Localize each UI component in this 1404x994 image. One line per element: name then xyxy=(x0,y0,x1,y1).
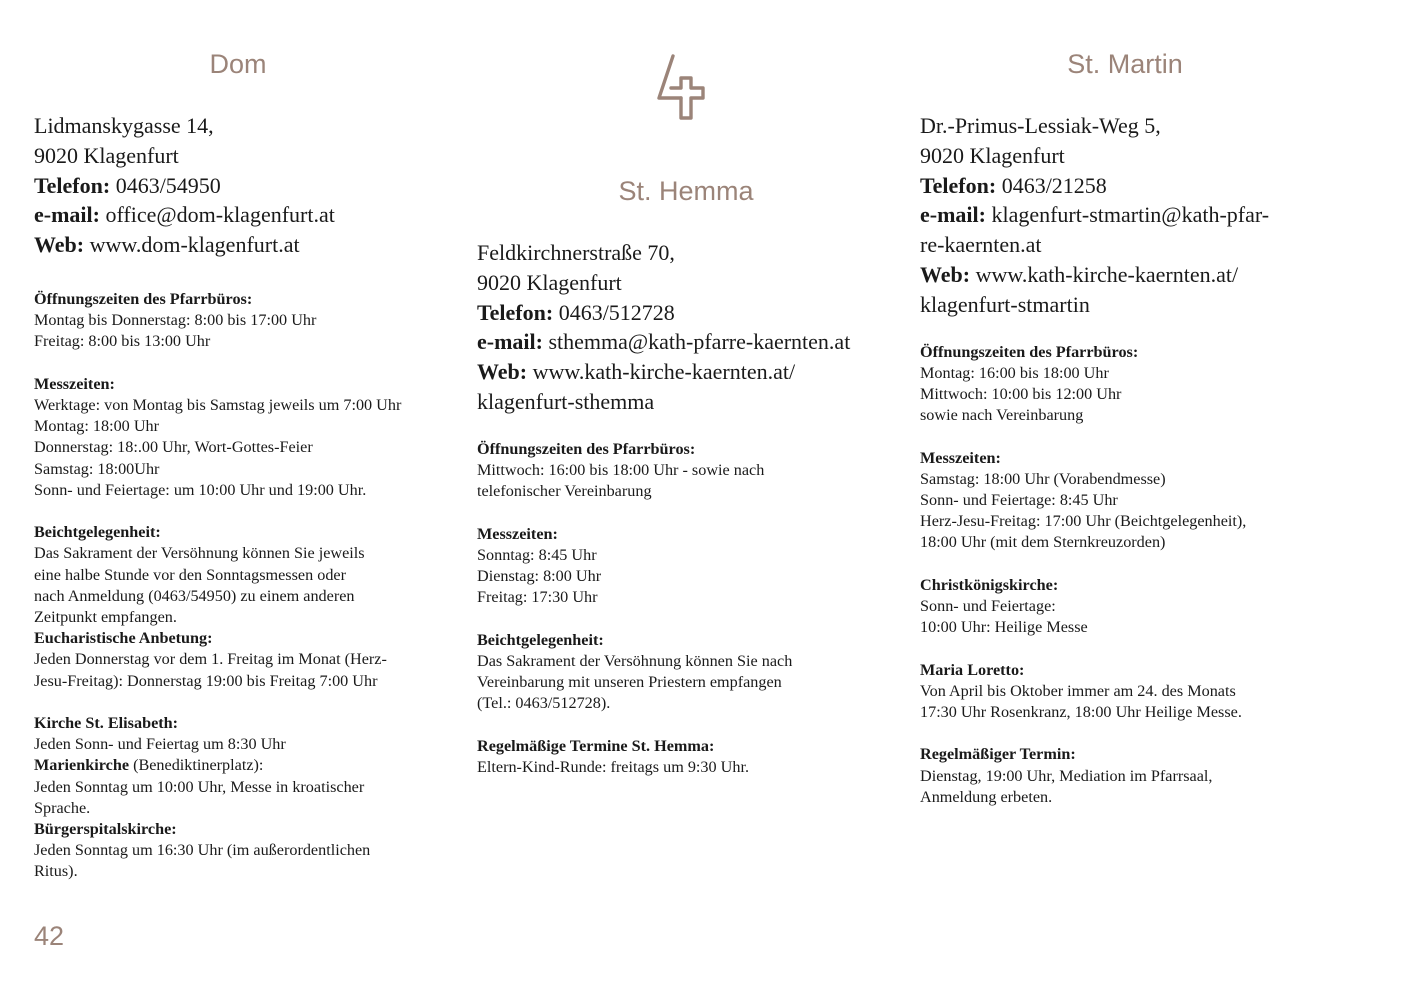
web-link[interactable]: www.kath-kirche-kaernten.at/ xyxy=(527,359,796,385)
block-line: Sonn- und Feiertage: 8:45 Uhr xyxy=(920,490,1118,509)
block-title: Messzeiten: xyxy=(920,448,1001,467)
block-line: Sonntag: 8:45 Uhr xyxy=(477,545,597,564)
block-line: eine halbe Stunde vor den Sonntagsmessen oder xyxy=(34,565,346,584)
block-line: telefonischer Vereinbarung xyxy=(477,482,652,501)
info-blocks xyxy=(34,289,454,883)
block-line: Samstag: 18:00Uhr xyxy=(34,459,160,478)
block-line: Sonn- und Feiertage: um 10:00 Uhr und 19:00 Uhr. xyxy=(34,480,367,499)
block-line: (Tel.: 0463/512728). xyxy=(477,694,611,713)
parish-st-hemma xyxy=(477,48,897,799)
block-line: Mittwoch: 10:00 bis 12:00 Uhr xyxy=(920,384,1122,403)
info-blocks xyxy=(477,439,897,778)
block-title: Bürgerspitalskirche: xyxy=(34,820,177,839)
eucharistic-adoration xyxy=(34,628,454,692)
email-line xyxy=(920,200,1340,230)
block-line: Jeden Sonn- und Feiertag um 8:30 Uhr xyxy=(34,735,286,754)
block-line: Ritus). xyxy=(34,862,78,881)
address-line: Dr.-Primus-Lessiak-Weg 5, xyxy=(920,113,1161,138)
email-link[interactable]: sthemma@kath-pfarre-kaernten.at xyxy=(542,329,851,355)
phone-line xyxy=(477,298,897,328)
office-hours xyxy=(34,289,454,353)
email-label: e-mail: xyxy=(34,202,100,228)
block-line: Jeden Sonntag um 10:00 Uhr, Messe in kroatischer xyxy=(34,777,365,796)
block-line: Jesu-Freitag): Donnerstag 19:00 bis Freitag 7:00 Uhr xyxy=(34,671,378,690)
block-title: Christkönigskirche: xyxy=(920,575,1059,594)
web-label: Web: xyxy=(920,261,971,287)
block-title: Messzeiten: xyxy=(34,374,115,393)
block-line: Montag bis Donnerstag: 8:00 bis 17:00 Uhr xyxy=(34,311,317,330)
parish-st-martin xyxy=(920,48,1340,829)
phone-label: Telefon: xyxy=(34,172,111,198)
block-title: Öffnungszeiten des Pfarrbüros: xyxy=(920,342,1139,361)
block-line: Jeden Sonntag um 16:30 Uhr (im außerordentlichen xyxy=(34,841,371,860)
address-line: 9020 Klagenfurt xyxy=(34,142,179,168)
block-title: Kirche St. Elisabeth: xyxy=(34,714,179,732)
block-note: (Benediktinerplatz): xyxy=(129,756,264,775)
block-line: Mittwoch: 16:00 bis 18:00 Uhr - sowie nach xyxy=(477,460,765,479)
block-line: 17:30 Uhr Rosenkranz, 18:00 Uhr Heilige Messe. xyxy=(920,702,1242,721)
mass-times xyxy=(920,448,1340,554)
phone-label: Telefon: xyxy=(920,172,997,198)
block-line: Dienstag: 8:00 Uhr xyxy=(477,566,602,585)
block-line: Freitag: 8:00 bis 13:00 Uhr xyxy=(34,332,211,351)
parish-title: St. Martin xyxy=(1067,49,1183,79)
web-line xyxy=(34,230,454,260)
email-link-continued[interactable]: re-kaernten.at xyxy=(920,232,1042,258)
parish-title: Dom xyxy=(209,49,267,79)
church-buergerspital xyxy=(34,819,454,883)
email-label: e-mail: xyxy=(920,202,986,228)
block-title: Öffnungszeiten des Pfarrbüros: xyxy=(34,289,253,308)
block-title: Marienkirche xyxy=(34,756,130,775)
block-title: Beichtgelegenheit: xyxy=(34,523,161,542)
block-line: Vereinbarung mit unseren Priestern empfangen xyxy=(477,672,782,691)
phone-line xyxy=(34,171,454,201)
block-line: 10:00 Uhr: Heilige Messe xyxy=(920,618,1088,637)
phone-line xyxy=(920,171,1340,201)
block-line: Das Sakrament der Versöhnung können Sie nach xyxy=(477,651,793,670)
block-title: Öffnungszeiten des Pfarrbüros: xyxy=(477,439,696,458)
confession xyxy=(477,630,897,715)
christkoenigskirche xyxy=(920,575,1340,639)
email-link[interactable]: klagenfurt-stmartin@kath-pfar- xyxy=(985,202,1270,228)
email-line xyxy=(477,327,897,357)
phone-value: 0463/21258 xyxy=(996,172,1107,198)
block-title: Regelmäßige Termine St. Hemma: xyxy=(477,736,715,755)
block-title: Beichtgelegenheit: xyxy=(477,630,604,649)
regular-date xyxy=(920,744,1340,808)
block-line: Eltern-Kind-Runde: freitags um 9:30 Uhr. xyxy=(477,757,749,776)
phone-label: Telefon: xyxy=(477,299,554,325)
block-line: Werktage: von Montag bis Samstag jeweils um 7:00 Uhr xyxy=(34,395,402,414)
confession xyxy=(34,522,454,628)
mass-times xyxy=(477,524,897,609)
info-blocks xyxy=(920,342,1340,808)
parish-title: St. Hemma xyxy=(618,176,754,206)
block-title-line xyxy=(34,755,454,776)
block-line: Herz-Jesu-Freitag: 17:00 Uhr (Beichtgelegenheit), xyxy=(920,512,1247,531)
block-line: 18:00 Uhr (mit dem Sternkreuzorden) xyxy=(920,533,1166,552)
web-label: Web: xyxy=(477,359,528,385)
web-line xyxy=(477,357,897,387)
block-line: Montag: 16:00 bis 18:00 Uhr xyxy=(920,363,1109,382)
address-line: Lidmanskygasse 14, xyxy=(34,113,214,138)
block-line: nach Anmeldung (0463/54950) zu einem anderen xyxy=(34,586,355,605)
block-line: Sprache. xyxy=(34,798,91,817)
block-title: Regelmäßiger Termin: xyxy=(920,745,1076,764)
block-line: Jeden Donnerstag vor dem 1. Freitag im Monat (Herz- xyxy=(34,650,387,669)
block-line: Zeitpunkt empfangen. xyxy=(34,608,177,626)
web-link-continued[interactable]: klagenfurt-sthemma xyxy=(477,388,655,414)
web-link[interactable]: www.dom-klagenfurt.at xyxy=(84,232,300,258)
web-link[interactable]: www.kath-kirche-kaernten.at/ xyxy=(970,261,1239,287)
church-elisabeth xyxy=(34,713,454,755)
office-hours xyxy=(477,439,897,503)
block-line: Donnerstag: 18:.00 Uhr, Wort-Gottes-Feier xyxy=(34,438,313,457)
block-line: Freitag: 17:30 Uhr xyxy=(477,588,598,607)
block-title: Messzeiten: xyxy=(477,524,558,543)
address-line: Feldkirchnerstraße 70, xyxy=(477,240,675,265)
block-line: sowie nach Vereinbarung xyxy=(920,406,1084,425)
regular-dates xyxy=(477,736,897,778)
web-label: Web: xyxy=(34,232,85,258)
mass-times xyxy=(34,374,454,501)
page-number: 42 xyxy=(34,921,65,951)
block-line: Montag: 18:00 Uhr xyxy=(34,417,159,436)
contact-block xyxy=(920,111,1340,320)
address-line: 9020 Klagenfurt xyxy=(477,269,622,295)
email-label: e-mail: xyxy=(477,329,543,355)
block-title: Eucharistische Anbetung: xyxy=(34,629,213,648)
contact-block xyxy=(34,111,454,260)
block-line: Anmeldung erbeten. xyxy=(920,787,1053,806)
block-line: Das Sakrament der Versöhnung können Sie jeweils xyxy=(34,544,365,563)
web-line xyxy=(920,260,1340,290)
block-title: Maria Loretto: xyxy=(920,660,1025,679)
web-link-continued[interactable]: klagenfurt-stmartin xyxy=(920,291,1090,317)
maria-loretto xyxy=(920,660,1340,724)
block-line: Samstag: 18:00 Uhr (Vorabendmesse) xyxy=(920,469,1166,488)
church-marien xyxy=(34,755,454,819)
parish-dom xyxy=(34,48,454,883)
office-hours xyxy=(920,342,1340,427)
email-link[interactable]: office@dom-klagenfurt.at xyxy=(99,202,335,228)
block-line: Von April bis Oktober immer am 24. des Monats xyxy=(920,681,1236,700)
phone-value: 0463/54950 xyxy=(110,172,221,198)
email-line xyxy=(34,200,454,230)
phone-value: 0463/512728 xyxy=(553,299,675,325)
address-line: 9020 Klagenfurt xyxy=(920,142,1065,168)
block-line: Sonn- und Feiertage: xyxy=(920,596,1056,615)
contact-block xyxy=(477,238,897,417)
block-line: Dienstag, 19:00 Uhr, Mediation im Pfarrsaal, xyxy=(920,766,1213,785)
